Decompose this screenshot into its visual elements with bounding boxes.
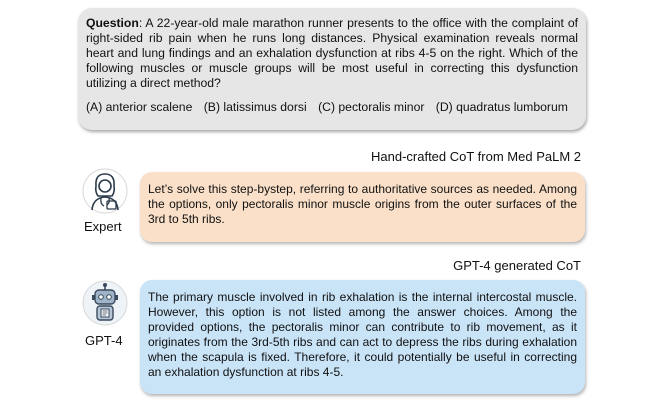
gpt-cot-box: The primary muscle involved in rib exhalation is the internal intercostal muscle. However, this option is not listed among the answer choices. Among the provided options, the pectoralis minor can contribute to rib movement, as it originates from the 3rd-5th ribs and can act to depress the ribs during exhalation when the scapula is fixed. Therefore, it could potentially be useful in correcting an exhalation dysfunction at ribs 4-5. — [140, 280, 585, 394]
option-c: (C) pectoralis minor — [318, 100, 425, 114]
question-body: : A 22-year-old male marathon runner presents to the office with the complaint of right-sided rib pain when he runs long distances. Physical examination reveals normal heart and lung findings and an exhalation dysfunction at ribs 4-5 on the right. Which of the following muscles or muscle groups will be most useful in correcting this dysfunction utilizing a direct method? — [86, 16, 578, 90]
question-label: Question — [86, 16, 139, 30]
question-box — [78, 8, 586, 130]
doctor-icon — [82, 168, 128, 214]
option-a: (A) anterior scalene — [86, 100, 193, 114]
robot-icon — [82, 280, 128, 326]
answer-options — [86, 100, 578, 115]
expert-cot-box: Let’s solve this step-bystep, referring to authoritative sources as needed. Among the options, only pectoralis minor muscle origins from the outer surfaces of the 3rd to 5th ribs. — [140, 172, 585, 242]
gpt-label: GPT-4 — [85, 333, 123, 348]
option-b: (B) latissimus dorsi — [203, 100, 307, 114]
expert-label: Expert — [84, 219, 122, 234]
question-text — [86, 16, 578, 91]
gpt-cot-caption: GPT-4 generated CoT — [453, 258, 581, 273]
option-d: (D) quadratus lumborum — [435, 100, 568, 114]
expert-cot-caption: Hand-crafted CoT from Med PaLM 2 — [370, 149, 581, 164]
